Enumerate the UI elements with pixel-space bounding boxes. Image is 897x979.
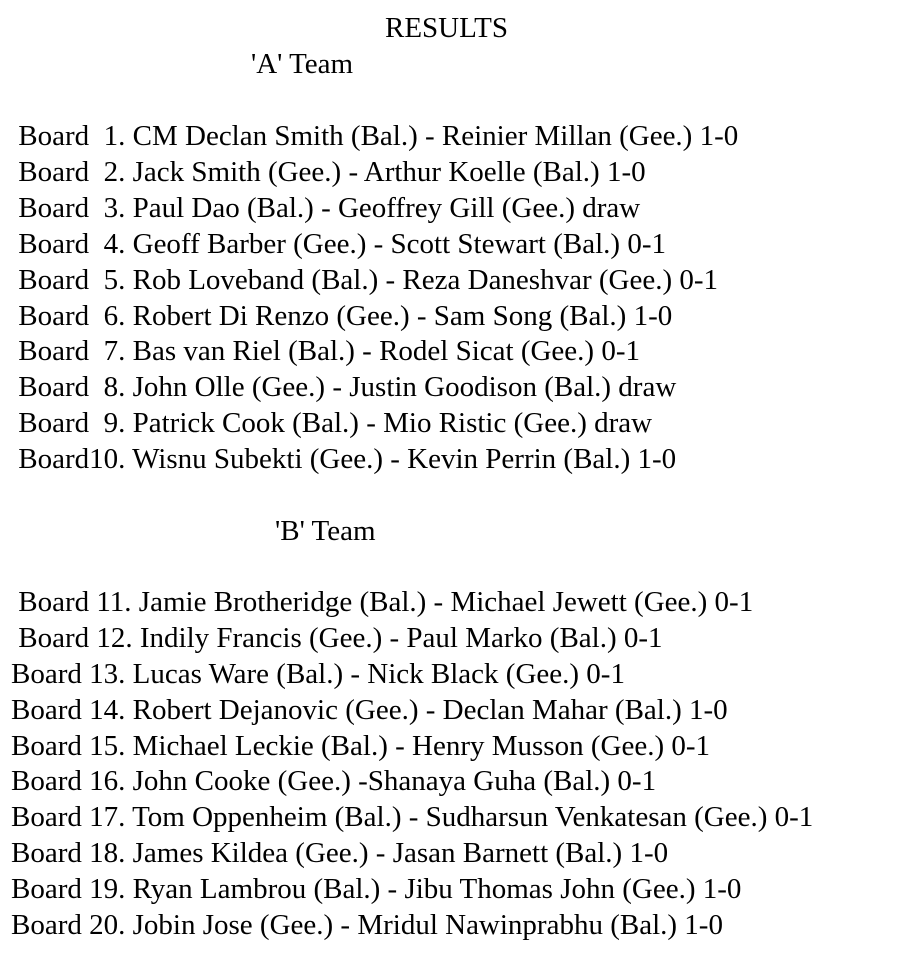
board-result-row: Board 9. Patrick Cook (Bal.) - Mio Ristic (Gee.) draw bbox=[11, 407, 653, 439]
board-result-row: Board 1. CM Declan Smith (Bal.) - Reinier Millan (Gee.) 1-0 bbox=[11, 120, 739, 152]
board-result-row: Board 19. Ryan Lambrou (Bal.) - Jibu Thomas John (Gee.) 1-0 bbox=[11, 873, 742, 905]
board-result-row: Board 4. Geoff Barber (Gee.) - Scott Stewart (Bal.) 0-1 bbox=[11, 228, 666, 260]
board-result-row: Board 2. Jack Smith (Gee.) - Arthur Koelle (Bal.) 1-0 bbox=[11, 156, 646, 188]
board-result-row: Board 5. Rob Loveband (Bal.) - Reza Daneshvar (Gee.) 0-1 bbox=[11, 264, 719, 296]
board-result-row: Board 20. Jobin Jose (Gee.) - Mridul Nawinprabhu (Bal.) 1-0 bbox=[11, 909, 723, 941]
board-result-row: Board10. Wisnu Subekti (Gee.) - Kevin Perrin (Bal.) 1-0 bbox=[11, 443, 677, 475]
board-result-row: Board 8. John Olle (Gee.) - Justin Goodison (Bal.) draw bbox=[11, 371, 677, 403]
board-result-row: Board 16. John Cooke (Gee.) -Shanaya Guha (Bal.) 0-1 bbox=[11, 765, 657, 797]
board-result-row: Board 17. Tom Oppenheim (Bal.) - Sudharsun Venkatesan (Gee.) 0-1 bbox=[11, 801, 814, 833]
board-result-row: Board 18. James Kildea (Gee.) - Jasan Barnett (Bal.) 1-0 bbox=[11, 837, 669, 869]
board-result-row: Board 7. Bas van Riel (Bal.) - Rodel Sicat (Gee.) 0-1 bbox=[11, 335, 640, 367]
team-b-heading: 'B' Team bbox=[275, 515, 376, 547]
board-result-row: Board 3. Paul Dao (Bal.) - Geoffrey Gill (Gee.) draw bbox=[11, 192, 641, 224]
board-result-row: Board 11. Jamie Brotheridge (Bal.) - Michael Jewett (Gee.) 0-1 bbox=[11, 586, 754, 618]
board-result-row: Board 13. Lucas Ware (Bal.) - Nick Black (Gee.) 0-1 bbox=[11, 658, 625, 690]
team-a-heading: 'A' Team bbox=[251, 48, 354, 80]
board-result-row: Board 14. Robert Dejanovic (Gee.) - Declan Mahar (Bal.) 1-0 bbox=[11, 694, 728, 726]
page-title: RESULTS bbox=[385, 12, 509, 44]
board-result-row: Board 6. Robert Di Renzo (Gee.) - Sam Song (Bal.) 1-0 bbox=[11, 300, 673, 332]
board-result-row: Board 15. Michael Leckie (Bal.) - Henry Musson (Gee.) 0-1 bbox=[11, 730, 711, 762]
board-result-row: Board 12. Indily Francis (Gee.) - Paul Marko (Bal.) 0-1 bbox=[11, 622, 663, 654]
